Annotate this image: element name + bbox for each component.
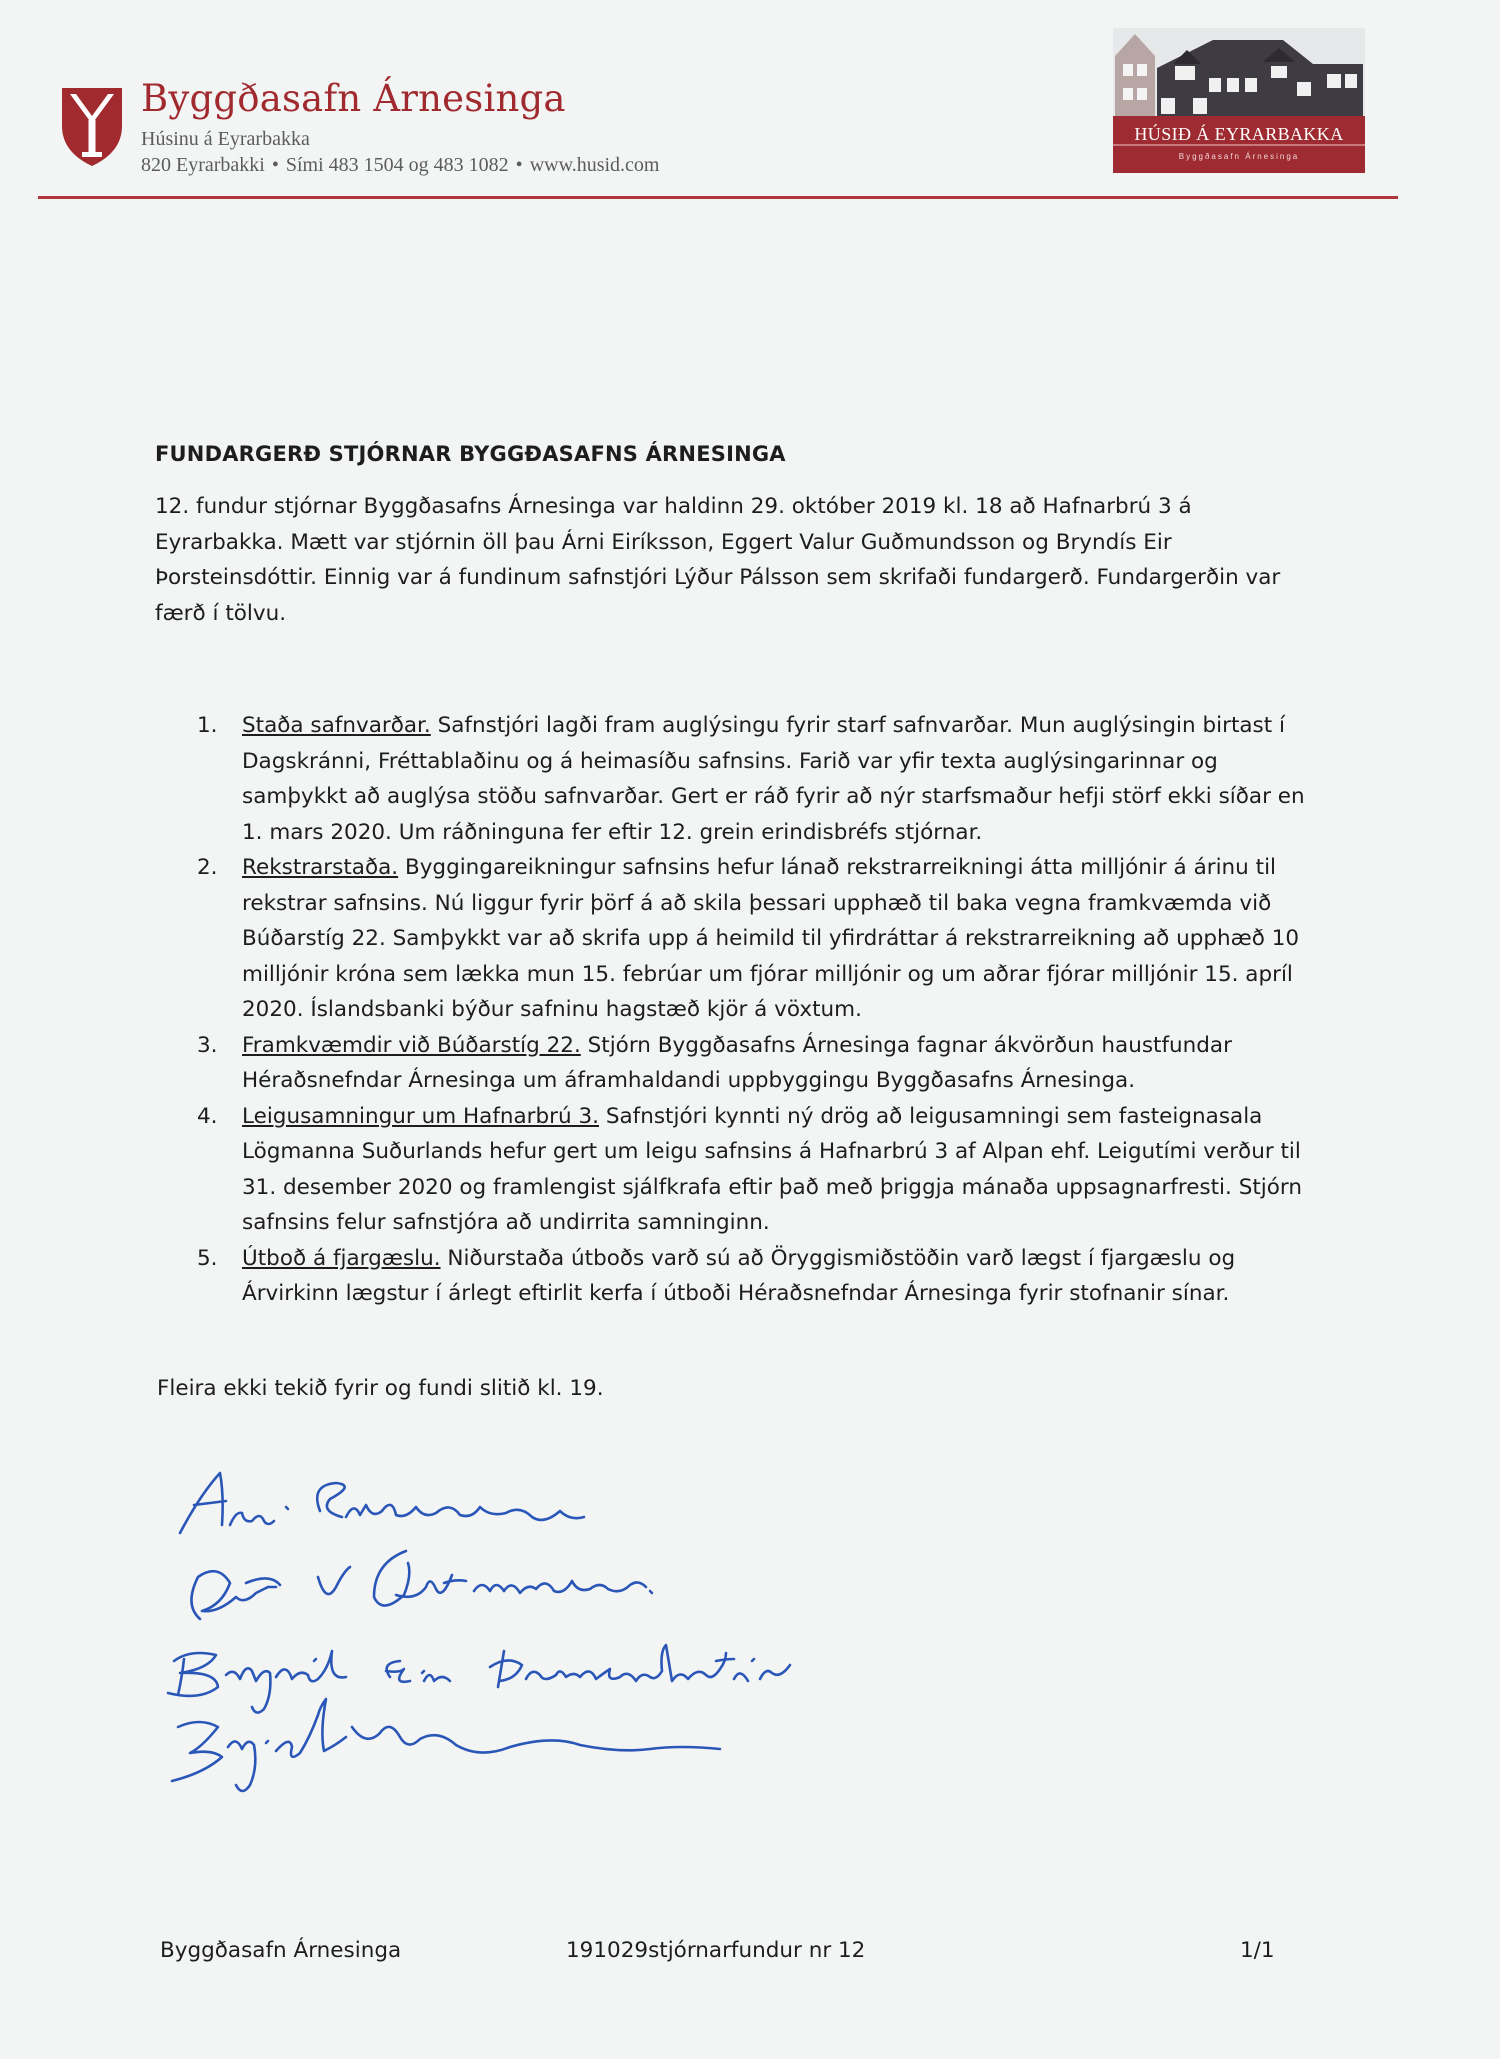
- agenda-item-heading: Leigusamningur um Hafnarbrú 3.: [242, 1103, 599, 1129]
- agenda-item: [197, 850, 1317, 1028]
- agenda-item-number: 1.: [197, 713, 218, 738]
- page-number: 1/1: [1240, 1938, 1275, 1963]
- intro-paragraph: 12. fundur stjórnar Byggðasafns Árnesinga var haldinn 29. október 2019 kl. 18 að Hafnarbrú 3 á Eyrarbakka. Mætt var stjórnin öll þau Árni Eiríksson, Eggert Valur Guðmundsson og Bryndís Eir Þorsteinsdóttir. Einnig var á fundinum safnstjóri Lýður Pálsson sem skrifaði fundargerð. Fundargerðin var færð í tölvu.: [155, 494, 1281, 626]
- agenda-item-heading: Rekstrarstaða.: [242, 855, 399, 880]
- signature-1: [180, 1473, 584, 1533]
- separator: •: [515, 154, 523, 176]
- house-badge: [1113, 28, 1365, 173]
- agenda-item-text: Byggingareikningur safnsins hefur lánað rekstrarreikningi átta milljónir á árinu til rekstrar safnsins. Nú liggur fyrir þörf á að skila þessari upphæð til baka vegna framkvæmda við Búðarstíg 22. Samþykkt var að skrifa upp á heimild til yfirdráttar á rekstrarreikning að upphæð 10 milljónir króna sem lækka mun 15. febrúar um fjórar milljónir og um aðrar fjórar milljónir 15. apríl 2020. Íslandsbanki býður safninu hagstæð kjör á vöxtum.: [242, 855, 1300, 1022]
- signature-3: [168, 1645, 790, 1713]
- closing-line: Fleira ekki tekið fyrir og fundi slitið kl. 19.: [157, 1376, 604, 1401]
- agenda-item-number: 4.: [197, 1103, 218, 1129]
- letterhead-divider: [38, 196, 1398, 199]
- agenda-item-heading: Útboð á fjargæslu.: [242, 1245, 441, 1271]
- agenda-item-text: Stjórn Byggðasafns Árnesinga fagnar ákvörðun haustfundar Héraðsnefndar Árnesinga um áframhaldandi uppbyggingu Byggðasafns Árnesinga.: [242, 1032, 1232, 1093]
- contact-line: [141, 154, 660, 177]
- museum-name: Byggðasafn Árnesinga: [141, 77, 566, 120]
- signature-4: [172, 1699, 720, 1791]
- agenda-item-text: Niðurstaða útboðs varð sú að Öryggismiðstöðin varð lægst í fjargæslu og Árvirkinn lægstur í árlegt eftirlit kerfa í útboði Héraðsnefndar Árnesinga fyrir stofnanir sínar.: [242, 1245, 1236, 1306]
- address-postal: 820 Eyrarbakki: [141, 154, 265, 176]
- agenda-item-text: Safnstjóri lagði fram auglýsingu fyrir starf safnvarðar. Mun auglýsingin birtast í Dagskránni, Fréttablaðinu og á heimasíðu safnsins. Farið var yfir texta auglýsingarinnar og samþykkt að auglýsa stöðu safnvarðar. Gert er ráð fyrir að nýr starfsmaður hefji störf ekki síðar en 1. mars 2020. Um ráðninguna fer eftir 12. grein erindisbréfs stjórnar.: [242, 713, 1305, 845]
- separator: •: [271, 154, 279, 176]
- address-line: Húsinu á Eyrarbakka: [141, 128, 310, 150]
- agenda-list: [197, 708, 1317, 1312]
- signature-block: [160, 1455, 920, 1795]
- y-shield-icon: [60, 86, 124, 168]
- badge-subtitle: Byggðasafn Árnesinga: [1178, 152, 1300, 161]
- agenda-item: [197, 1099, 1317, 1241]
- agenda-item-text: Safnstjóri kynnti ný drög að leigusamningi sem fasteignasala Lögmanna Suðurlands hefur gert um leigu safnsins á Hafnarbrú 3 af Alpan ehf. Leigutími verður til 31. desember 2020 og framlengist sjálfkrafa eftir það með þriggja mánaða uppsagnarfresti. Stjórn safnsins felur safnstjóra að undirrita samninginn.: [242, 1103, 1302, 1235]
- agenda-item: [197, 1028, 1317, 1099]
- footer-organization: Byggðasafn Árnesinga: [160, 1938, 402, 1963]
- address-website: www.husid.com: [529, 154, 660, 176]
- agenda-item: [197, 708, 1317, 850]
- page-title: FUNDARGERÐ STJÓRNAR BYGGÐASAFNS ÁRNESINGA: [155, 442, 786, 466]
- badge-title: HÚSIÐ Á EYRARBAKKA: [1134, 124, 1344, 144]
- agenda-item-heading: Framkvæmdir við Búðarstíg 22.: [242, 1032, 581, 1058]
- agenda-item-number: 5.: [197, 1245, 218, 1271]
- address-phone: Sími 483 1504 og 483 1082: [285, 154, 509, 176]
- agenda-item-number: 2.: [197, 855, 218, 880]
- footer-document-id: 191029stjórnarfundur nr 12: [566, 1938, 866, 1963]
- signature-2: [191, 1551, 652, 1619]
- agenda-item-number: 3.: [197, 1032, 218, 1058]
- agenda-item-heading: Staða safnvarðar.: [242, 713, 431, 738]
- agenda-item: [197, 1241, 1317, 1312]
